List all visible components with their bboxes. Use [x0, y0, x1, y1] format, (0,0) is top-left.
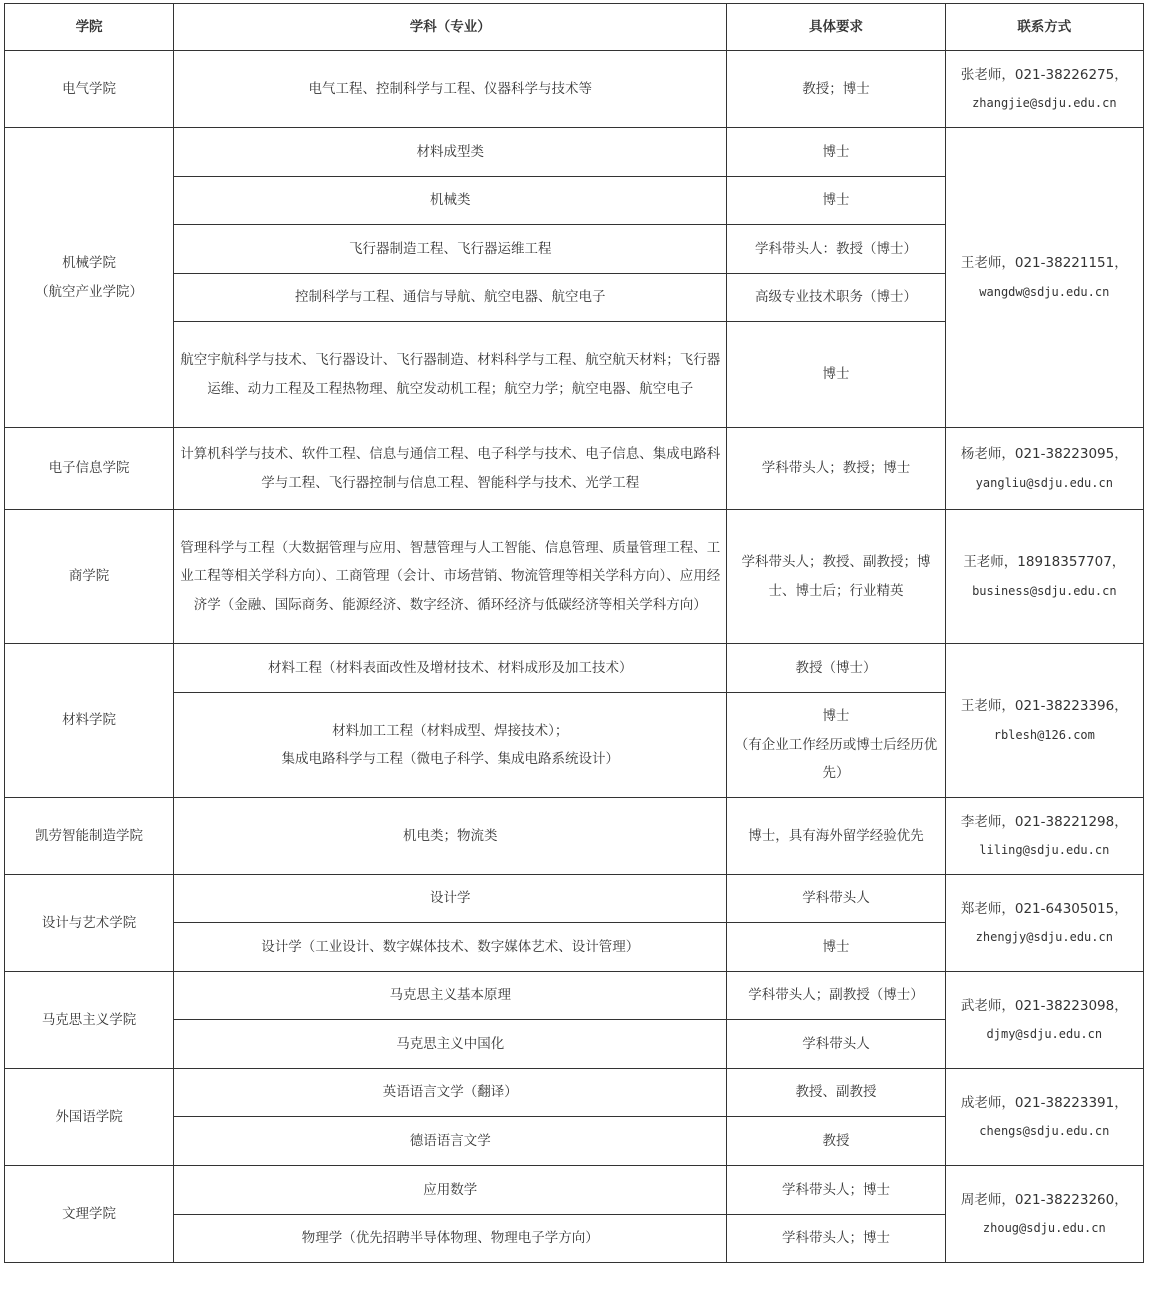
requirement-cell: 博士 — [727, 177, 945, 225]
college-name: 机械学院 （航空产业学院） — [5, 128, 174, 428]
contact-person-phone: 王老师，021-38221151， — [960, 255, 1128, 271]
contact-email[interactable]: zhangjie@sdju.edu.cn — [972, 96, 1117, 110]
contact-email[interactable]: zhengjy@sdju.edu.cn — [975, 930, 1113, 944]
header-contact: 联系方式 — [945, 4, 1143, 51]
contact-cell — [945, 1166, 1143, 1263]
requirement-cell: 教授 — [727, 1117, 945, 1166]
college-name: 文理学院 — [5, 1166, 174, 1263]
contact-email[interactable]: rblesh@126.com — [993, 727, 1095, 742]
table-row — [5, 1069, 1144, 1117]
contact-cell — [945, 875, 1143, 972]
requirement-cell: 学科带头人：教授（博士） — [727, 225, 945, 274]
contact-email[interactable]: yangliu@sdju.edu.cn — [975, 475, 1113, 490]
contact-cell — [945, 798, 1143, 875]
contact-person-phone: 李老师，021-38221298， — [960, 813, 1128, 830]
requirement-cell: 学科带头人 — [727, 1020, 945, 1069]
requirement-cell: 博士，具有海外留学经验优先 — [727, 798, 945, 875]
contact-person-phone: 周老师，021-38223260， — [960, 1191, 1128, 1208]
contact-cell — [945, 644, 1143, 798]
subject-cell: 英语语言文学（翻译） — [174, 1069, 727, 1117]
college-name: 商学院 — [5, 510, 174, 644]
subject-cell: 机电类；物流类 — [174, 798, 727, 875]
subject-cell: 物理学（优先招聘半导体物理、物理电子学方向） — [174, 1215, 727, 1263]
college-name: 外国语学院 — [5, 1069, 174, 1166]
contact-email[interactable]: business@sdju.edu.cn — [972, 583, 1117, 598]
contact-cell — [945, 428, 1143, 510]
contact-person-phone: 王老师，021-38223396， — [960, 698, 1128, 714]
contact-email[interactable]: liling@sdju.edu.cn — [979, 843, 1110, 857]
contact-email[interactable]: zhoug@sdju.edu.cn — [982, 1221, 1106, 1235]
header-subject: 学科（专业） — [174, 4, 727, 51]
contact-person-phone: 郑老师，021-64305015， — [960, 900, 1128, 917]
requirement-cell: 博士 — [727, 322, 945, 428]
contact-person-phone: 杨老师，021-38223095， — [960, 446, 1128, 462]
requirement-cell: 学科带头人 — [727, 875, 945, 923]
subject-cell: 航空宇航科学与技术、飞行器设计、飞行器制造、材料科学与工程、航空航天材料；飞行器运维、动力工程及工程热物理、航空发动机工程；航空力学；航空电器、航空电子 — [174, 322, 727, 428]
college-name: 电子信息学院 — [5, 428, 174, 510]
contact-email[interactable]: djmy@sdju.edu.cn — [986, 1027, 1103, 1041]
subject-cell: 应用数学 — [174, 1166, 727, 1215]
table-row — [5, 875, 1144, 923]
subject-cell: 马克思主义中国化 — [174, 1020, 727, 1069]
table-row — [5, 798, 1144, 875]
subject-cell: 计算机科学与技术、软件工程、信息与通信工程、电子科学与技术、电子信息、集成电路科学与工程、飞行器控制与信息工程、智能科学与技术、光学工程 — [174, 428, 727, 510]
college-name: 马克思主义学院 — [5, 972, 174, 1069]
header-requirement: 具体要求 — [727, 4, 945, 51]
contact-cell — [945, 1069, 1143, 1166]
college-name: 电气学院 — [5, 51, 174, 128]
subject-cell: 材料加工工程（材料成型、焊接技术）； 集成电路科学与工程（微电子科学、集成电路系统设计） — [174, 693, 727, 798]
college-name: 设计与艺术学院 — [5, 875, 174, 972]
contact-email[interactable]: wangdw@sdju.edu.cn — [979, 284, 1110, 299]
contact-cell — [945, 51, 1143, 128]
contact-email[interactable]: chengs@sdju.edu.cn — [979, 1124, 1110, 1138]
subject-cell: 德语语言文学 — [174, 1117, 727, 1166]
subject-cell: 机械类 — [174, 177, 727, 225]
table-header-row — [5, 4, 1144, 51]
subject-cell: 控制科学与工程、通信与导航、航空电器、航空电子 — [174, 274, 727, 322]
subject-cell: 飞行器制造工程、飞行器运维工程 — [174, 225, 727, 274]
requirement-cell: 博士 （有企业工作经历或博士后经历优先） — [727, 693, 945, 798]
requirement-cell: 学科带头人；副教授（博士） — [727, 972, 945, 1020]
college-name: 材料学院 — [5, 644, 174, 798]
table-row — [5, 644, 1144, 693]
recruitment-table — [4, 3, 1144, 1263]
contact-person-phone: 武老师，021-38223098， — [960, 997, 1128, 1014]
header-college: 学院 — [5, 4, 174, 51]
contact-cell — [945, 972, 1143, 1069]
contact-cell — [945, 128, 1143, 428]
contact-cell — [945, 510, 1143, 644]
contact-person-phone: 王老师，18918357707， — [963, 554, 1126, 570]
requirement-cell: 学科带头人；博士 — [727, 1166, 945, 1215]
subject-cell: 设计学（工业设计、数字媒体技术、数字媒体艺术、设计管理） — [174, 923, 727, 972]
table-row — [5, 51, 1144, 128]
contact-person-phone: 张老师，021-38226275， — [960, 66, 1128, 83]
requirement-cell: 学科带头人；教授、副教授；博士、博士后；行业精英 — [727, 510, 945, 644]
table-row — [5, 1166, 1144, 1215]
subject-cell: 材料工程（材料表面改性及增材技术、材料成形及加工技术） — [174, 644, 727, 693]
requirement-cell: 学科带头人；教授；博士 — [727, 428, 945, 510]
requirement-cell: 高级专业技术职务（博士） — [727, 274, 945, 322]
table-row — [5, 128, 1144, 177]
contact-person-phone: 成老师，021-38223391， — [960, 1094, 1128, 1111]
college-subname: （航空产业学院） — [35, 283, 144, 300]
table-row — [5, 972, 1144, 1020]
subject-cell: 材料成型类 — [174, 128, 727, 177]
table-row — [5, 510, 1144, 644]
subject-cell: 设计学 — [174, 875, 727, 923]
subject-cell: 管理科学与工程（大数据管理与应用、智慧管理与人工智能、信息管理、质量管理工程、工业工程等相关学科方向）、工商管理（会计、市场营销、物流管理等相关学科方向）、应用经济学（金融、国际商务、能源经济、数字经济、循环经济与低碳经济等相关学科方向） — [174, 510, 727, 644]
requirement-cell: 博士 — [727, 923, 945, 972]
requirement-cell: 教授（博士） — [727, 644, 945, 693]
college-name: 凯劳智能制造学院 — [5, 798, 174, 875]
requirement-cell: 学科带头人；博士 — [727, 1215, 945, 1263]
requirement-cell: 博士 — [727, 128, 945, 177]
subject-cell: 马克思主义基本原理 — [174, 972, 727, 1020]
subject-cell: 电气工程、控制科学与工程、仪器科学与技术等 — [174, 51, 727, 128]
requirement-cell: 教授、副教授 — [727, 1069, 945, 1117]
table-row — [5, 428, 1144, 510]
requirement-cell: 教授；博士 — [727, 51, 945, 128]
